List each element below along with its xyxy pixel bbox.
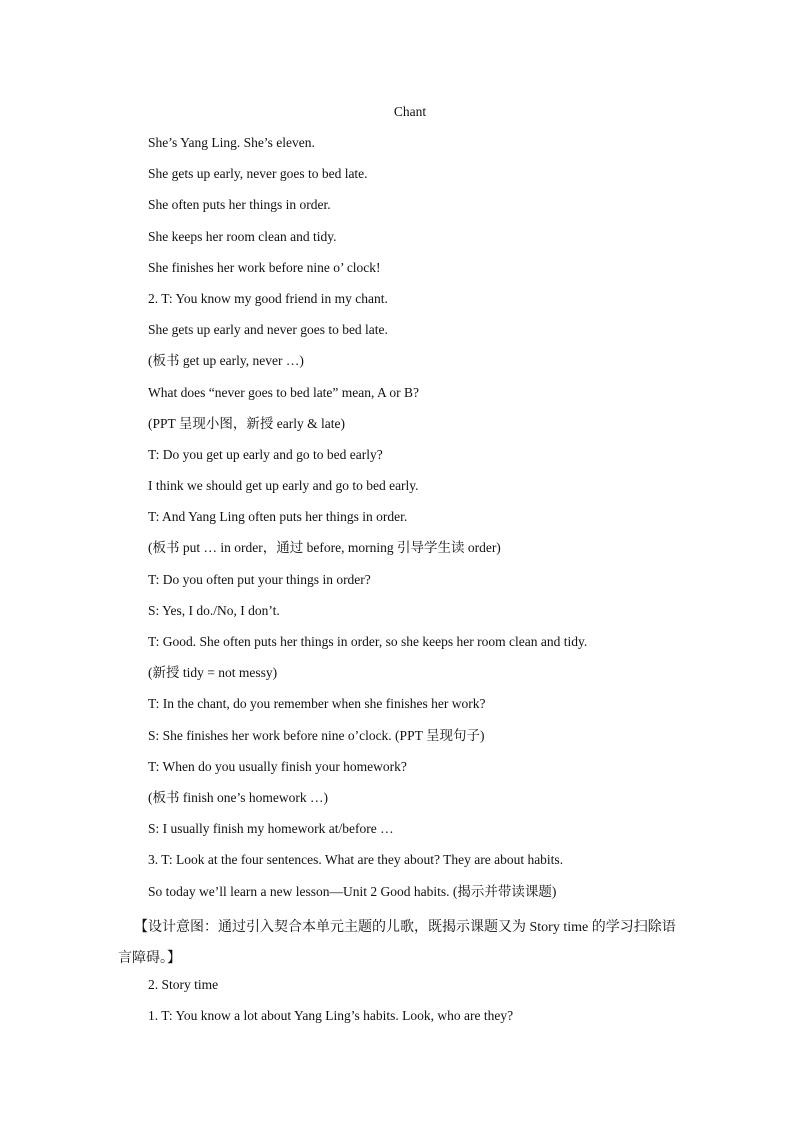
text-line: She often puts her things in order. [148, 197, 331, 213]
text-line: (板书 put … in order，通过 before, morning 引导学生读 order) [148, 540, 501, 556]
text-line: She keeps her room clean and tidy. [148, 228, 337, 244]
text-line: (板书 finish one’s homework …) [148, 789, 328, 805]
text-line: T: When do you usually finish your homework? [148, 758, 407, 774]
text-line: So today we’ll learn a new lesson—Unit 2 Good habits. (揭示并带读课题) [148, 883, 557, 899]
text-line: (PPT 呈现小图，新授 early & late) [148, 415, 345, 431]
text-line: S: I usually finish my homework at/before … [148, 821, 394, 837]
text-line: T: Do you often put your things in order? [148, 571, 371, 587]
text-line: She gets up early and never goes to bed late. [148, 322, 388, 338]
text-line: T: Do you get up early and go to bed early? [148, 446, 383, 462]
section-heading: 2. Story time [148, 977, 219, 992]
text-line: S: Yes, I do./No, I don’t. [148, 602, 280, 618]
text-line: 2. T: You know my good friend in my chant. [148, 290, 388, 306]
text-line: 3. T: Look at the four sentences. What are they about? They are about habits. [148, 852, 564, 868]
design-intent-note: 【设计意图：通过引入契合本单元主题的儿歌，既揭示课题又为 Story time 的学习扫除语言障碍。】 [118, 920, 676, 966]
chant-and-dialogue-lines [148, 133, 708, 913]
text-line: T: In the chant, do you remember when she finishes her work? [148, 696, 486, 712]
text-line: (新授 tidy = not messy) [148, 665, 278, 681]
text-line: T: Good. She often puts her things in order, so she keeps her room clean and tidy. [148, 634, 588, 649]
text-line: S: She finishes her work before nine o’clock. (PPT 呈现句子) [148, 727, 485, 743]
text-line: She’s Yang Ling. She’s eleven. [148, 135, 315, 150]
text-line: What does “never goes to bed late” mean, A or B? [148, 384, 420, 400]
text-line: 1. T: You know a lot about Yang Ling’s habits. Look, who are they? [148, 1008, 514, 1024]
text-line: T: And Yang Ling often puts her things in order. [148, 509, 408, 525]
text-line: She gets up early, never goes to bed late. [148, 166, 368, 182]
text-line: (板书 get up early, never …) [148, 353, 304, 369]
story-time-section [148, 975, 708, 1037]
document-title: Chant [393, 104, 427, 119]
text-line: She finishes her work before nine o’ clock! [148, 259, 381, 275]
text-line: I think we should get up early and go to bed early. [148, 478, 419, 494]
